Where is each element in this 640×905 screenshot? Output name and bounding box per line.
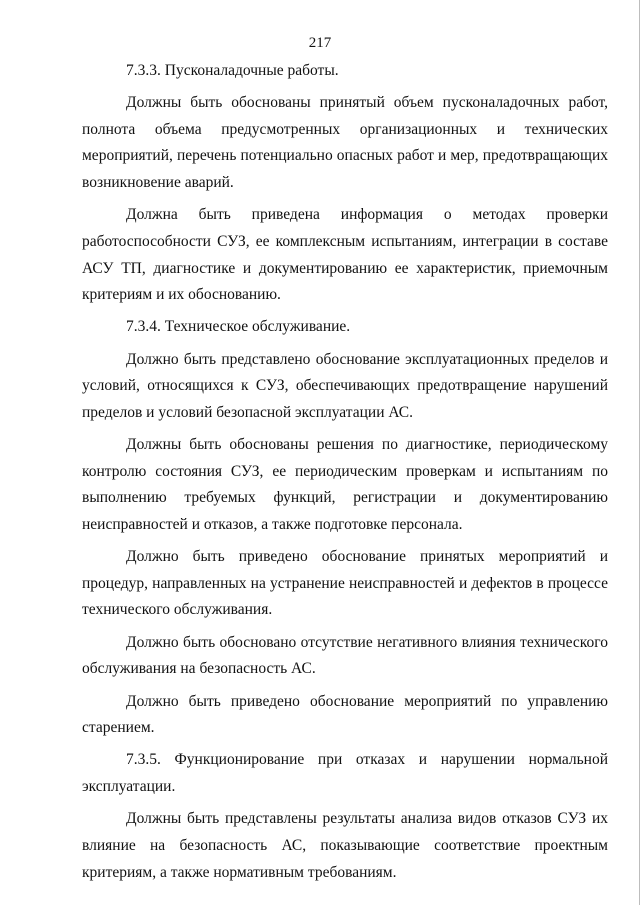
document-body bbox=[82, 58, 608, 892]
paragraph: Должны быть обоснованы решения по диагностике, периодическому контролю состояния СУЗ, ее периодическим проверкам и испытаниям по выполнению требуемых функций, регистрации и документированию неисправностей и отказов, а также подготовке персонала. bbox=[82, 436, 608, 533]
paragraph: Должно быть приведено обоснование мероприятий по управлению старением. bbox=[82, 692, 608, 737]
paragraph: Должно быть приведено обоснование принятых мероприятий и процедур, направленных на устранение неисправностей и дефектов в процессе технического обслуживания. bbox=[82, 548, 608, 619]
section-heading-7-3-4: 7.3.4. Техническое обслуживание. bbox=[126, 318, 351, 336]
section-heading-7-3-3: 7.3.3. Пусконаладочные работы. bbox=[126, 62, 339, 79]
paragraph: Должно быть представлено обоснование эксплуатационных пределов и условий, относящихся к СУЗ, обеспечивающих предотвращение нарушений пределов и условий безопасной эксплуатации АС. bbox=[82, 350, 608, 421]
section-heading-7-3-5: 7.3.5. Функционирование при отказах и нарушении нормальной эксплуатации. bbox=[82, 751, 608, 796]
paragraph: Должно быть обосновано отсутствие негативного влияния технического обслуживания на безопасность АС. bbox=[82, 633, 608, 678]
page-number: 217 bbox=[308, 35, 332, 51]
paragraph: Должны быть представлены результаты анализа видов отказов СУЗ их влияние на безопасность АС, показывающие соответствие проектным критериям, а также нормативным требованиям. bbox=[82, 810, 608, 881]
paragraph: Должны быть обоснованы принятый объем пусконаладочных работ, полнота объема предусмотренных организационных и технических мероприятий, перечень потенциально опасных работ и мер, предотвращающих возникновение аварий. bbox=[82, 94, 608, 192]
paragraph: Должна быть приведена информация о методах проверки работоспособности СУЗ, ее комплексным испытаниям, интеграции в составе АСУ ТП, диагностике и документированию ее характеристик, приемочным критериям и их обоснованию. bbox=[82, 206, 608, 304]
